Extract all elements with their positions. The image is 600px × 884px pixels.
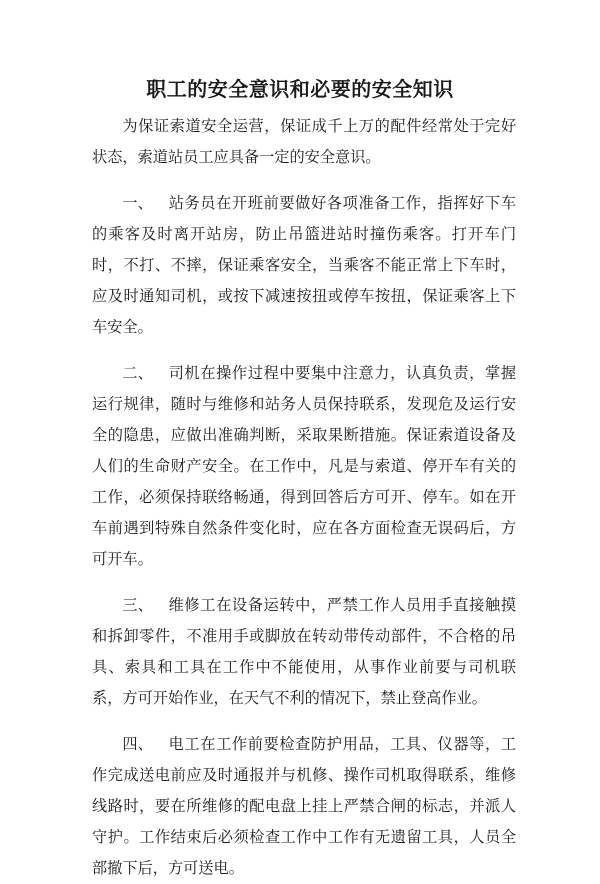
section-2-number: 二、 — [122, 364, 153, 382]
section-1-number: 一、 — [122, 194, 153, 212]
section-1-text: 站务员在开班前要做好各项准备工作，指挥好下车的乘客及时离开站房，防止吊篮进站时撞伤乘客。打开车门时，不打、不摔，保证乘客安全，当乘客不能正常上下车时，应及时通知司机，或按下减速按扭或停车按扭，保证乘客上下车安全。 — [92, 194, 516, 336]
section-1-paragraph — [92, 188, 516, 343]
section-4-number: 四、 — [122, 735, 153, 753]
section-3-text: 维修工在设备运转中，严禁工作人员用手直接触摸和拆卸零件，不准用手或脚放在转动带传动部件，不合格的吊具、索具和工具在工作中不能使用，从事作业前要与司机联系，方可开始作业，在天气不利的情况下，禁止登高作业。 — [92, 596, 516, 707]
intro-paragraph: 为保证索道安全运营，保证成千上万的配件经常处于完好状态，索道站员工应具备一定的安全意识。 — [92, 117, 516, 166]
section-3-paragraph — [92, 590, 516, 714]
section-3-number: 三、 — [122, 596, 153, 614]
section-4-paragraph — [92, 729, 516, 884]
section-2-text: 司机在操作过程中要集中注意力，认真负责，掌握运行规律，随时与维修和站务人员保持联系，发现危及运行安全的隐患，应做出准确判断，采取果断措施。保证索道设备及人们的生命财产安全。在工作中，凡是与索道、停开车有关的工作，必须保持联络畅通，得到回答后方可开、停车。如在开车前遇到特殊自然条件变化时，应在各方面检查无误码后，方可开车。 — [92, 364, 516, 568]
section-4-text: 电工在工作前要检查防护用品，工具、仪器等，工作完成送电前应及时通报并与机修、操作司机取得联系，维修线路时，要在所维修的配电盘上挂上严禁合闸的标志，并派人守护。工作结束后必须检查工作中工作有无遗留工具，人员全部撤下后，方可送电。 — [92, 735, 516, 877]
document-body — [92, 111, 516, 884]
section-2-paragraph — [92, 358, 516, 575]
page-title: 职工的安全意识和必要的安全知识 — [146, 77, 454, 101]
